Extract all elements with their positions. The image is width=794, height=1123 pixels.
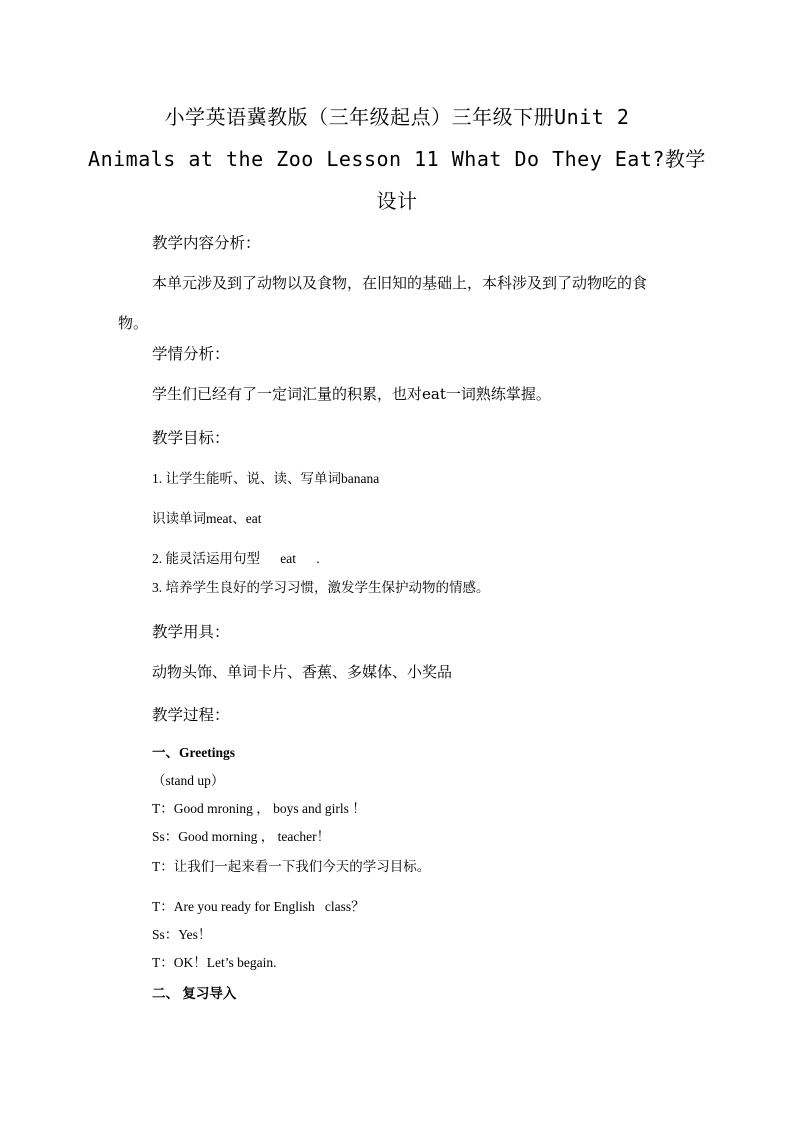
learner-analysis-heading: 学情分析： — [152, 345, 230, 363]
objective-1: 1. 让学生能听、说、读、写单词banana — [152, 471, 380, 486]
content-analysis-heading: 教学内容分析： — [152, 234, 261, 252]
step-1-heading: 一、Greetings — [152, 745, 235, 760]
document-title-line-1: 小学英语冀教版（三年级起点）三年级下册Unit 2 — [164, 105, 630, 129]
dialog-line: Ss：Good morning ， teacher！ — [152, 829, 331, 844]
document-title-line-3: 设计 — [376, 189, 418, 213]
dialog-line: Ss：Yes！ — [152, 927, 212, 942]
tools-heading: 教学用具： — [152, 623, 230, 641]
tools-text: 动物头饰、单词卡片、香蕉、多媒体、小奖品 — [152, 663, 453, 681]
objective-2: 2. 能灵活运用句型 eat . — [152, 551, 320, 566]
dialog-line: T：Are you ready for English class？ — [152, 899, 365, 914]
document-title-line-2: Animals at the Zoo Lesson 11 What Do They Eat?教学 — [88, 147, 706, 171]
dialog-line: （stand up） — [152, 773, 225, 788]
objective-1-continued: 识读单词meat、eat — [152, 511, 262, 526]
dialog-line: T：OK！Let’s begain. — [152, 955, 277, 970]
objective-3: 3. 培养学生良好的学习习惯，激发学生保护动物的情感。 — [152, 580, 490, 595]
dialog-line: T：让我们一起来看一下我们今天的学习目标。 — [152, 859, 431, 874]
step-2-heading: 二、 复习导入 — [152, 986, 237, 1001]
content-analysis-text: 本单元涉及到了动物以及食物，在旧知的基础上，本科涉及到了动物吃的食 — [152, 274, 648, 292]
process-heading: 教学过程： — [152, 706, 230, 724]
content-analysis-text-continued: 物。 — [118, 314, 149, 332]
learner-analysis-text: 学生们已经有了一定词汇量的积累，也对eat一词熟练掌握。 — [152, 385, 551, 403]
dialog-line: T：Good mroning ， boys and girls ！ — [152, 801, 366, 816]
objectives-heading: 教学目标： — [152, 429, 230, 447]
